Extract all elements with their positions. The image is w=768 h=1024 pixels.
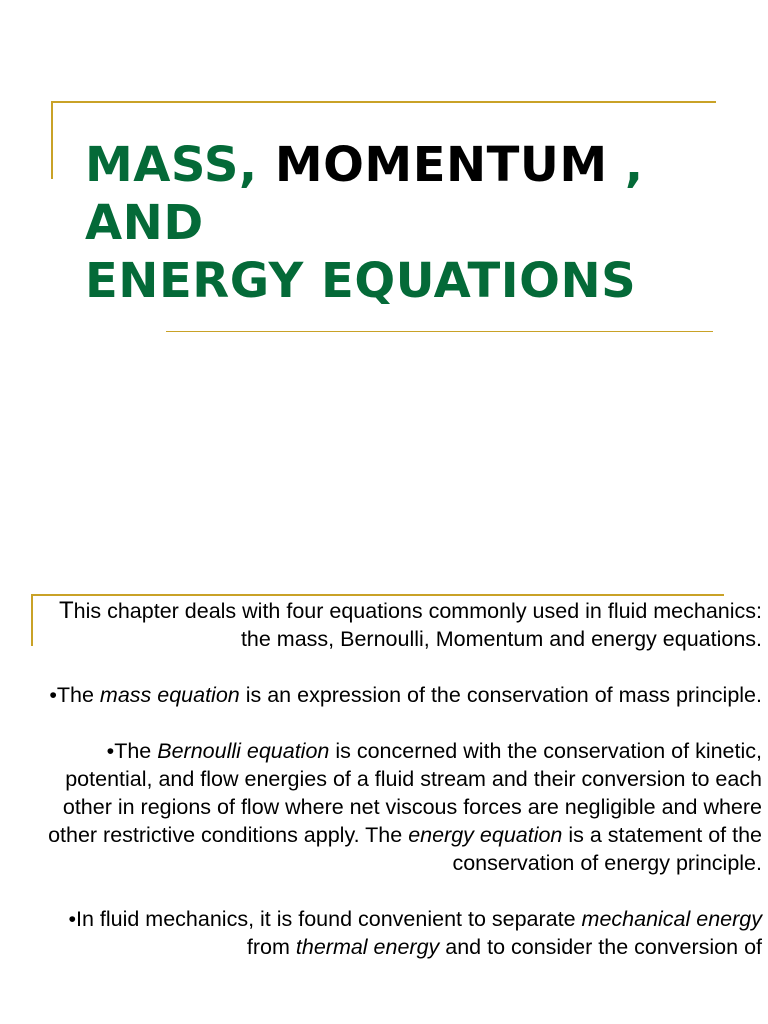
page-title [85, 136, 725, 310]
p3-term: Bernoulli equation [157, 739, 330, 763]
title-line-3: ENERGY EQUATIONS [85, 253, 637, 309]
p4-lead: •In fluid mechanics, it is found convenient to separate [68, 907, 582, 931]
p4-rest: and to consider the conversion of [439, 935, 762, 959]
body-rule [31, 594, 724, 596]
top-rule [51, 101, 716, 103]
p3-term2: energy equation [408, 823, 563, 847]
p4-mid: from [246, 935, 296, 959]
body-rule-bracket [31, 594, 33, 646]
title-line-2: AND [85, 195, 204, 251]
body-text [46, 597, 762, 989]
p2-term: mass equation [99, 683, 240, 707]
title-underline [166, 331, 713, 332]
title-line-1 [85, 136, 725, 194]
bernoulli-paragraph [46, 737, 762, 877]
intro-drop-letter: T [58, 597, 74, 624]
p4-term2: thermal energy [295, 935, 440, 959]
top-rule-bracket [51, 101, 53, 179]
p3-rest2: is a statement of the conservation of energy principle. [452, 823, 762, 875]
title-comma: , [624, 137, 644, 193]
p2-rest: is an expression of the conservation of mass principle. [239, 683, 762, 707]
mass-equation-paragraph [46, 681, 762, 709]
intro-text: his chapter deals with four equations commonly used in fluid mechanics: the mass, Bernoulli, Momentum and energy equations. [73, 599, 762, 651]
p4-term: mechanical energy [581, 907, 762, 931]
intro-paragraph [46, 597, 762, 653]
title-momentum: MOMENTUM [274, 137, 608, 193]
p3-rest: is concerned with the conservation of kinetic, potential, and flow energies of a fluid stream and their conversion to each other in regions of flow where net viscous forces are negligible and where other restrictive conditions apply. The [48, 739, 762, 847]
title-mass: MASS, [85, 137, 258, 193]
p3-lead: •The [106, 739, 158, 763]
p2-lead: •The [49, 683, 100, 707]
mechanical-energy-paragraph [46, 905, 762, 961]
